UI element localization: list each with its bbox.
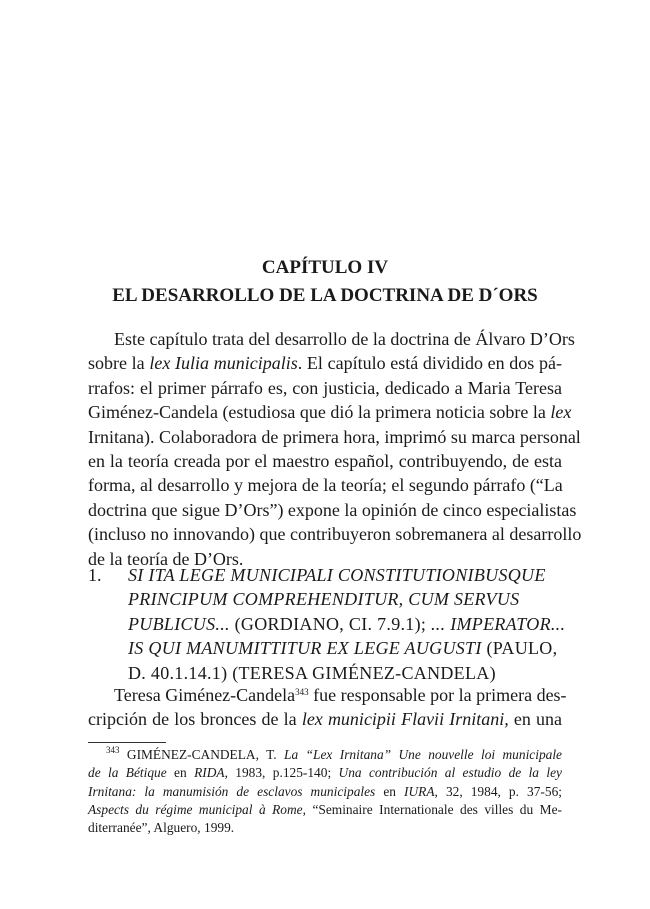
text-line: Este capítulo trata del desarrollo de la doctrina de Álvaro D’Ors: [114, 329, 575, 349]
text-line: SI ITA LEGE MUNICIPALI CONSTITUTIONIBUSQUE: [128, 565, 546, 585]
text-line: (incluso no innovando) que contribuyeron sobremanera al desarrollo: [88, 524, 582, 545]
text-line: en la teoría creada por el maestro español, contribuyendo, de esta: [88, 450, 562, 471]
text-line: forma, al desarrollo y mejora de la teoría; el segundo párrafo (“La: [88, 475, 563, 496]
text-line: diterranée”, Alguero, 1999.: [88, 820, 235, 836]
footnote-number: 343: [106, 745, 120, 755]
text-line: D. 40.1.14.1) (TERESA GIMÉNEZ-CANDELA): [128, 662, 496, 683]
text-line: IS QUI MANUMITTITUR EX LEGE AUGUSTI (PAULO,: [128, 638, 558, 659]
section-number: 1.: [88, 565, 102, 585]
text-line: Irnitana: la manumisión de esclavos municipales en IURA, 32, 1984, p. 37-56;: [88, 783, 562, 799]
intro-paragraph: [88, 327, 582, 571]
footnote-343: [88, 746, 562, 837]
footnote-divider: [88, 742, 166, 743]
text-line: Irnitana). Colaboradora de primera hora, imprimó su marca personal: [88, 426, 581, 447]
text-line: de la Bétique en RIDA, 1983, p.125-140; Una contribución al estudio de la ley: [88, 765, 562, 781]
text-line: PUBLICUS... (GORDIANO, CI. 7.9.1); ... IMPERATOR...: [128, 613, 566, 634]
text-line: de la teoría de D’Ors.: [88, 548, 244, 569]
text-line: Giménez-Candela (estudiosa que dió la primera noticia sobre la lex: [88, 402, 572, 423]
text-line: Teresa Giménez-Candela$^{343}$ fue responsable por la primera des-: [114, 685, 567, 705]
footnote-ref[interactable]: 343: [295, 687, 309, 697]
text-line: rrafos: el primer párrafo es, con justicia, dedicado a Maria Teresa: [88, 377, 562, 398]
text-line: Aspects du régime municipal à Rome, “Seminaire Internationale des villes du Me-: [88, 801, 562, 817]
second-paragraph: [88, 683, 567, 732]
text-line: sobre la lex Iulia municipalis. El capítulo está dividido en dos pá-: [88, 353, 562, 374]
text-line: doctrina que sigue D’Ors”) expone la opinión de cinco especialistas: [88, 499, 577, 520]
text-line: cripción de los bronces de la lex municipii Flavii Irnitani, en una: [88, 709, 562, 730]
chapter-label: CAPÍTULO IV: [261, 257, 389, 278]
section-title: [128, 563, 566, 685]
text-line: PRINCIPUM COMPREHENDITUR, CUM SERVUS: [128, 589, 520, 610]
chapter-title: EL DESARROLLO DE LA DOCTRINA DE D´ORS: [112, 285, 538, 306]
text-line: $^{343}$ GIMÉNEZ-CANDELA, T. La “Lex Irnitana” Une nouvelle loi municipale: [106, 745, 563, 762]
